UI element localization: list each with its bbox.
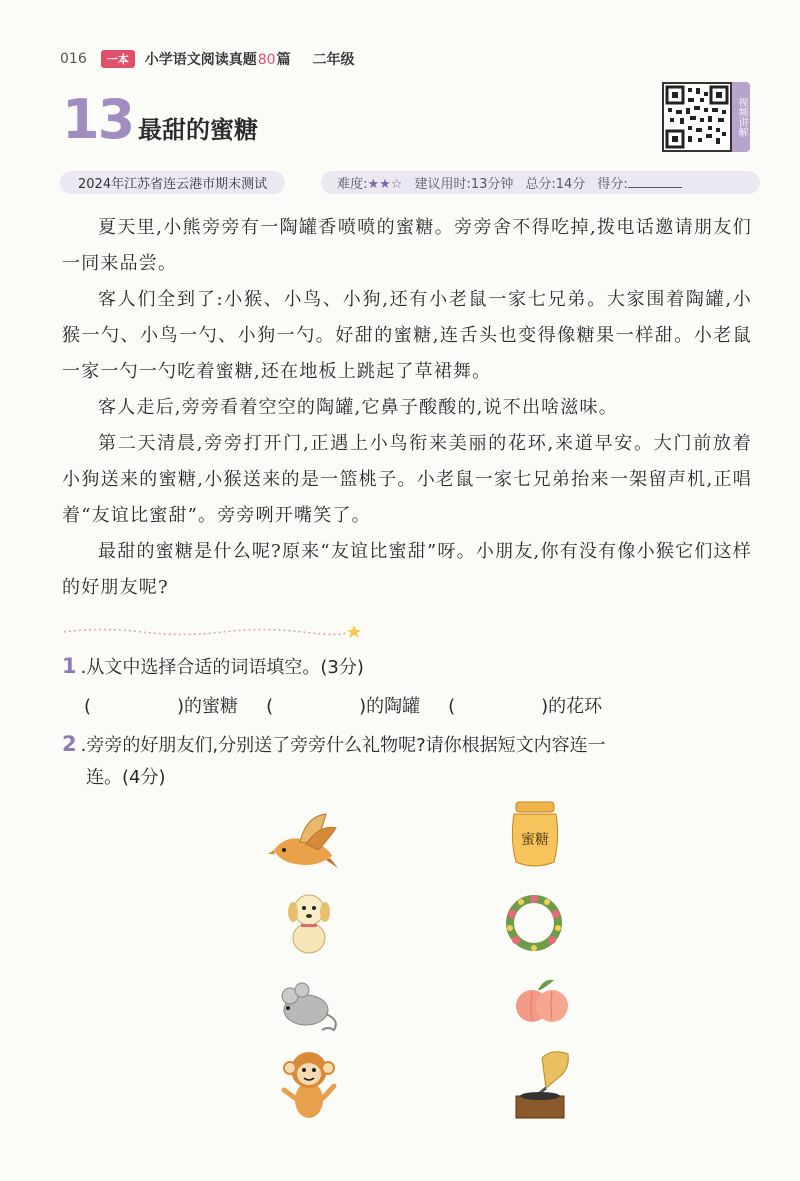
bird-icon[interactable]: [266, 810, 340, 872]
lesson-number: 13: [62, 88, 134, 151]
honey-jar-icon[interactable]: [508, 800, 562, 870]
book-title: [145, 49, 291, 69]
total-label: 总分:14分: [525, 176, 586, 192]
difficulty-label: 难度:: [337, 176, 368, 192]
page-header: [60, 46, 355, 72]
meta-pill: [321, 171, 760, 194]
difficulty-stars-icon: ★★☆: [367, 176, 403, 192]
brand-badge: 一本: [101, 50, 135, 68]
reading-passage: [62, 210, 752, 606]
monkey-icon[interactable]: [280, 1046, 338, 1124]
question-1: [62, 650, 364, 684]
difficulty: [337, 173, 402, 192]
book-title-prefix: 小学语文阅读真题: [144, 52, 257, 68]
decorative-divider: [62, 624, 362, 638]
info-bar: [60, 170, 760, 194]
question-text-cont: 连。(4分): [86, 767, 166, 788]
source-label: 2024年江苏省连云港市期末测试: [60, 171, 285, 194]
peaches-icon[interactable]: [510, 976, 574, 1026]
question-number: 1: [62, 654, 77, 678]
question-text: .旁旁的好朋友们,分别送了旁旁什么礼物呢?请你根据短文内容连一: [80, 735, 606, 756]
score: [597, 173, 681, 192]
lesson-title: 最甜的蜜糖: [138, 116, 258, 144]
blank-open: (: [266, 696, 274, 717]
video-explain-tab[interactable]: 视频讲解: [732, 82, 750, 152]
score-label: 得分:: [597, 176, 628, 192]
paragraph: 客人们全到了:小猴、小鸟、小狗,还有小老鼠一家七兄弟。大家围着陶罐,小猴一勺、小鸟一勺、小狗一勺。好甜的蜜糖,连舌头也变得像糖果一样甜。小老鼠一家一勺一勺吃着蜜糖,还在地板上跳起了草裙舞。: [62, 289, 752, 382]
question-2: [62, 728, 752, 794]
paragraph: 第二天清晨,旁旁打开门,正遇上小鸟衔来美丽的花环,来道早安。大门前放着小狗送来的蜜糖,小猴送来的是一篮桃子。小老鼠一家七兄弟抬来一架留声机,正唱着“友谊比蜜甜”。旁旁咧开嘴笑了。: [62, 433, 752, 526]
paragraph: 夏天里,小熊旁旁有一陶罐香喷喷的蜜糖。旁旁舍不得吃掉,拨电话邀请朋友们一同来品尝。: [62, 217, 752, 274]
honey-jar-label: 蜜糖: [521, 832, 549, 848]
mouse-icon[interactable]: [276, 980, 342, 1032]
blank-wreath[interactable]: [448, 692, 602, 718]
paragraph: 客人走后,旁旁看着空空的陶罐,它鼻子酸酸的,说不出啥滋味。: [98, 397, 618, 418]
blank-close: )的花环: [541, 696, 603, 717]
dog-icon[interactable]: [284, 890, 334, 956]
time-label: 建议用时:13分钟: [414, 176, 514, 192]
book-count: 80: [257, 52, 276, 68]
paragraph: 最甜的蜜糖是什么呢?原来“友谊比蜜甜”呀。小朋友,你有没有像小猴它们这样的好朋友呢?: [62, 541, 752, 598]
flower-wreath-icon[interactable]: [500, 890, 568, 956]
question-number: 2: [62, 732, 77, 756]
gramophone-icon[interactable]: [512, 1048, 572, 1120]
page-number: 016: [60, 51, 87, 67]
blank-close: )的蜜糖: [177, 696, 239, 717]
blank-jar[interactable]: [266, 692, 420, 718]
qr-code-icon[interactable]: [662, 82, 732, 152]
blank-honey[interactable]: [84, 692, 238, 718]
blank-open: (: [84, 696, 92, 717]
blank-open: (: [448, 696, 456, 717]
fill-blanks: [84, 692, 602, 718]
book-title-suffix: 篇: [276, 52, 291, 68]
grade-label: 二年级: [312, 52, 355, 68]
question-text: .从文中选择合适的词语填空。(3分): [80, 657, 364, 678]
blank-close: )的陶罐: [359, 696, 421, 717]
score-blank[interactable]: [628, 175, 682, 188]
